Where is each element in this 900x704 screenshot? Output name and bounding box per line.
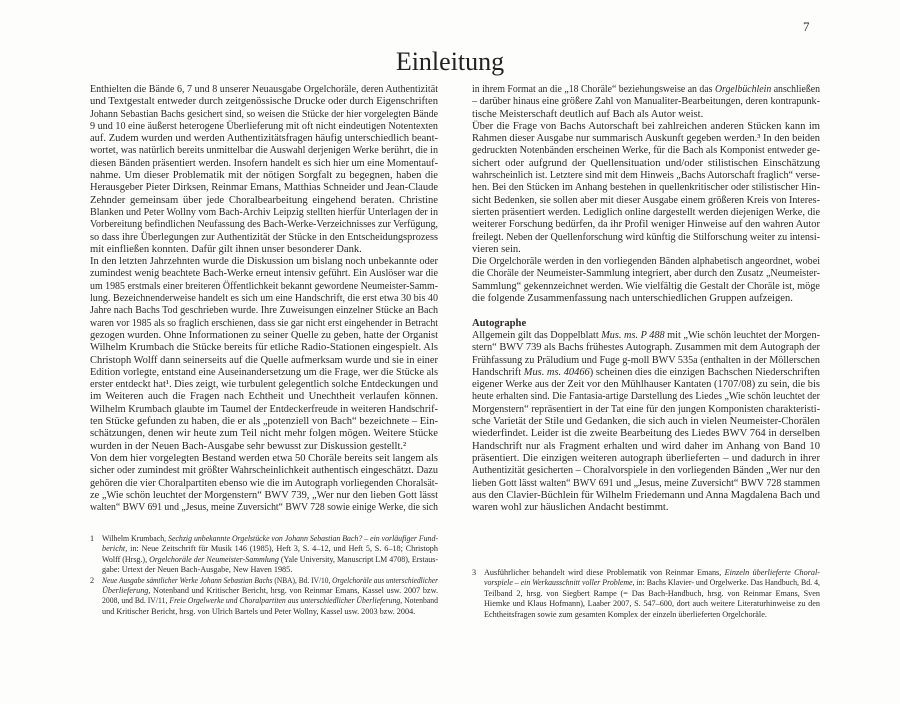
line-content xyxy=(90,232,438,244)
text-run: gabe: Urtext der Neuen Bach-Ausgabe, New Haven 1985. xyxy=(102,565,293,575)
text-line xyxy=(472,453,820,465)
line-content xyxy=(472,281,820,293)
text-run: lung. Bezeichnenderweise handelt es sich um eine Handschrift, die erst etwa 30 bis 40 xyxy=(90,293,438,305)
text-run: Johann Sebastian Bachs gesichert sind, so weisen die Stücke der hier vorgelegten Bände xyxy=(90,108,438,120)
text-run: Sammlung“ gekennzeichnet werden. Wie vielfältig die Gestalt der Choräle ist, möge xyxy=(472,280,820,292)
text-line xyxy=(90,441,438,453)
text-line xyxy=(90,453,438,465)
text-line xyxy=(90,195,438,207)
paragraph xyxy=(90,453,438,514)
text-run: Handschrift xyxy=(472,366,524,378)
line-content xyxy=(102,596,438,606)
text-line xyxy=(90,182,438,194)
text-run: lieben Gott lässt walten“ BWV 691 und „Jesus, meine Zuversicht“ BWV 728 stammen xyxy=(472,477,820,489)
text-run: In den letzten Jahrzehnten wurde die Diskussion um bislang noch unbekannte oder xyxy=(90,256,438,268)
text-line xyxy=(90,502,438,514)
text-line xyxy=(472,379,820,391)
footnote-number: 2 xyxy=(90,575,95,585)
footnotes-right xyxy=(472,568,820,620)
text-run: waren vor 1985 als so fraglich erschienen, dass sie gar nicht erst eingehender in Betracht xyxy=(90,317,438,329)
line-content xyxy=(472,207,820,219)
text-run: Allgemein gilt das Doppelblatt xyxy=(472,329,602,341)
line-content xyxy=(484,599,820,609)
text-line xyxy=(484,599,820,609)
text-line xyxy=(90,404,438,416)
text-line xyxy=(90,367,438,379)
text-run: wahrscheinlich ist. Letztere sind mit dem Hinweis „Bachs Autorschaft fraglich“ verse- xyxy=(472,170,820,182)
italic-text: bericht xyxy=(102,544,126,554)
line-content xyxy=(102,565,292,575)
text-line xyxy=(90,232,438,244)
text-line xyxy=(102,534,438,544)
line-content xyxy=(90,367,438,379)
text-line xyxy=(484,578,820,588)
text-line xyxy=(472,145,820,157)
text-line xyxy=(90,478,438,490)
text-run: Rahmen dieser Ausgabe nur summarisch Auskunft gegeben werden.³ In den beiden xyxy=(472,133,820,145)
footnote-number: 1 xyxy=(90,534,95,543)
text-line xyxy=(472,293,820,305)
text-line xyxy=(90,244,438,256)
text-run: wiederfindet. Leider ist die zweite Bearbeitung des Liedes BWV 764 in derselben xyxy=(472,428,820,440)
line-content xyxy=(102,607,415,617)
text-run: Über die Frage von Bachs Autorschaft bei zahlreichen anderen Stücken kann im xyxy=(472,120,820,132)
line-content xyxy=(102,586,438,596)
line-content xyxy=(472,158,820,170)
text-run: Herausgeber Pieter Dirksen, Reinmar Emans, Matthias Schneider und Jean-Claude xyxy=(90,182,438,194)
line-content xyxy=(90,109,438,121)
text-line xyxy=(90,342,438,354)
line-content xyxy=(102,576,438,586)
text-run: Wilhelm Krumbach die Stücke bereits für etliche Radio-Stationen eingespielt. Als xyxy=(90,342,438,354)
line-content xyxy=(102,534,438,544)
text-run: und Textgestalt entweder durch zeitgenössische Drucke oder durch Eigenschriften xyxy=(90,96,438,108)
line-content xyxy=(472,404,820,416)
text-line xyxy=(90,145,438,157)
text-line xyxy=(90,84,438,96)
text-run: Christoph Wolff dann seinerseits auf die Quelle aufmerksam wurde und sie in einer xyxy=(90,354,438,366)
line-content xyxy=(90,170,438,182)
text-run: Wolff (Hrsg.), xyxy=(102,554,150,564)
text-run: stern“ BWV 739 als Bachs frühestes Autograph. Zusammen mit dem Autograph der xyxy=(472,342,820,354)
line-content xyxy=(472,342,820,354)
page-number: 7 xyxy=(803,19,810,34)
text-line xyxy=(102,555,438,565)
text-line xyxy=(472,478,820,490)
text-run: hen. Bei den Stücken im Anhang bestehen in quellenkritischer oder stilistischer Hin- xyxy=(472,182,820,194)
paragraph xyxy=(90,256,438,453)
blank-line xyxy=(472,305,820,317)
text-line xyxy=(472,490,820,502)
text-line xyxy=(472,342,820,354)
text-line xyxy=(472,428,820,440)
text-line xyxy=(90,330,438,342)
text-line xyxy=(472,330,820,342)
text-line xyxy=(90,305,438,317)
line-content xyxy=(102,555,438,565)
text-line xyxy=(472,281,820,293)
text-run: sche Varietät der Stile und Gedanken, die sich auch in vielen Neumeister-Chorälen xyxy=(472,416,820,428)
text-run: Wilhelm Krumbach glaubte im Taumel der Entdeckerfreude in weiteren Handschrif- xyxy=(90,403,438,415)
text-run: gehören die vier Choralpartiten ebenso wie die im Autograph vorliegenden Choralsät- xyxy=(90,477,438,489)
text-run: Die Orgelchoräle werden in den vorliegenden Bänden alphabetisch angeordnet, wobei xyxy=(472,256,820,268)
text-line xyxy=(472,404,820,416)
line-content xyxy=(472,478,820,490)
text-line xyxy=(90,133,438,145)
text-run: , in: Bachs Klavier- und Orgelwerke. Das Handbuch, Bd. 4, xyxy=(632,578,820,588)
text-run: Von dem hier vorgelegten Bestand werden etwa 50 Choräle bereits seit langem als xyxy=(90,452,438,464)
text-run: vieren sein. xyxy=(472,243,521,255)
text-line xyxy=(472,465,820,477)
footnotes-left xyxy=(90,534,438,617)
line-content xyxy=(472,195,820,207)
line-content xyxy=(90,256,438,268)
line-content xyxy=(90,453,438,465)
paragraph xyxy=(472,330,820,514)
line-content xyxy=(90,207,438,219)
text-line xyxy=(90,268,438,280)
line-content xyxy=(90,96,438,108)
text-line xyxy=(90,109,438,121)
line-content xyxy=(90,145,438,157)
paragraph xyxy=(472,256,820,305)
line-content xyxy=(472,244,521,256)
line-content xyxy=(472,441,820,453)
text-run: waren wohl zur häuslichen Andacht bestimmt. xyxy=(472,502,669,514)
text-run: Hiemke und Klaus Hofmann), Laaber 2007, S. 547–600, dort auch weitere Literaturhinweise zu den xyxy=(484,599,820,609)
italic-text: Orgelbüchlein xyxy=(714,84,772,95)
line-content xyxy=(472,256,820,268)
line-content xyxy=(472,268,820,280)
line-content xyxy=(472,84,820,96)
page-title: Einleitung xyxy=(395,47,505,76)
text-run: wurden in der Neuen Bach-Ausgabe sehr bewusst zur Diskussion gestellt.² xyxy=(90,440,407,452)
text-line xyxy=(472,96,820,108)
text-line xyxy=(90,170,438,182)
text-line xyxy=(90,207,438,219)
text-run: anschließen xyxy=(771,84,820,95)
paragraph xyxy=(472,121,820,256)
text-line xyxy=(90,256,438,268)
text-run: , in: Neue Zeitschrift für Musik 146 (1985), Heft 3, S. 4–12, und Heft 5, S. 6–18; Christoph xyxy=(125,544,438,554)
line-content xyxy=(90,465,438,477)
text-run: sichert oder aufgrund der Quellensituation und/oder stilistischen Einschätzung xyxy=(472,157,820,169)
text-run: Echtheitsfragen sowie zum gesamten Komplex der einzeln überlieferten Orgelchoräle. xyxy=(484,609,767,619)
text-run: aus den Clavier-Büchlein für Wilhelm Friedemann und Anna Magdalena Bach und xyxy=(472,489,820,501)
line-content xyxy=(472,170,820,182)
footnote xyxy=(472,568,820,620)
text-line xyxy=(90,465,438,477)
text-run: walten“ BWV 691 und „Jesus, meine Zuversicht“ BWV 728 sowie einige Werke, die sich xyxy=(90,502,438,514)
line-content xyxy=(472,145,820,157)
text-run: die folgende Zusammenfassung nach unterschiedlichen Gruppen aufzeigen. xyxy=(472,293,793,305)
text-line xyxy=(484,589,820,599)
text-run: im Weiteren auch die Fragen nach Echtheit und Unechtheit verlaufen können. xyxy=(90,391,438,403)
line-content xyxy=(90,490,438,502)
text-line xyxy=(90,281,438,293)
text-line xyxy=(90,318,438,330)
text-run: eigener Werke aus der Zeit vor den Mühlhauser Kantaten (1707/08) zu sein, die bis xyxy=(472,379,820,391)
text-line xyxy=(472,502,820,514)
text-run: auf. Zudem wurden und werden Authentizitätsfragen häufig unterschiedlich beant- xyxy=(90,133,438,145)
line-content xyxy=(472,109,703,121)
text-run: freilegt. Neben der Quellenforschung wird künftig die Stilforschung weiter zu intensi- xyxy=(472,231,820,243)
text-run: gedruckten Notenbänden erscheinen Werke, für die Bach als Komponist entweder ge- xyxy=(472,145,820,157)
text-run: sierten präsentiert werden. Lediglich online dargestellt werden diejenigen Werke, die xyxy=(472,206,820,218)
text-line xyxy=(472,207,820,219)
text-line xyxy=(90,355,438,367)
line-content xyxy=(484,578,820,588)
text-line xyxy=(472,219,820,231)
line-content xyxy=(472,379,820,391)
text-run: , Notenband und Kritischer Bericht, hrsg. von Reinmar Emans, Kassel usw. 2007 bzw. xyxy=(148,585,438,595)
paragraph xyxy=(90,84,438,256)
text-line xyxy=(472,355,820,367)
text-line xyxy=(90,158,438,170)
line-content xyxy=(472,465,820,477)
italic-text: Mus. ms. P 488 xyxy=(601,329,665,341)
text-line xyxy=(472,416,820,428)
line-content xyxy=(472,453,820,465)
text-run: Jahre nach Bachs Tod geschrieben wurde. Ihre Zuweisungen einzelner Stücke an Bach xyxy=(90,305,438,317)
text-run: zumindest wenig beachtete Bach-Werke erneut intensiv geführt. Ein Auslöser war die xyxy=(90,268,438,280)
line-content xyxy=(472,355,820,367)
line-content xyxy=(472,367,820,379)
line-content xyxy=(472,96,820,108)
footnote xyxy=(90,576,438,618)
text-line xyxy=(472,367,820,379)
text-run: , Notenband xyxy=(400,596,438,606)
line-content xyxy=(90,478,438,490)
text-line xyxy=(472,121,820,133)
line-content xyxy=(90,182,438,194)
text-run: diesen Bänden präsentiert werden. Insofern handelt es sich hier um eine Momentauf- xyxy=(90,157,438,169)
left-column xyxy=(90,84,438,514)
line-content xyxy=(472,330,820,342)
text-run: die Choräle der Neumeister-Sammlung integriert, aber durch den Zusatz „Neumeister- xyxy=(472,268,820,280)
line-content xyxy=(90,133,438,145)
line-content xyxy=(90,379,438,391)
text-line xyxy=(472,109,820,121)
text-run: Authentizität gesicherten – Choralvorspiele in den vorliegenden Bänden „Wer nur den xyxy=(472,465,820,477)
text-run: Blanken und Peter Wollny vom Bach-Archiv Leipzig stellten hierfür Unterlagen der in xyxy=(90,206,438,218)
footnote xyxy=(90,534,438,576)
text-run: erster entdeckt hat¹. Dies zeigt, wie turbulent gelegentlich solche Entdeckungen und xyxy=(90,379,438,391)
text-run: Wilhelm Krumbach, xyxy=(102,534,169,543)
text-run: Morgenstern“ repräsentiert in der Tat eine für den jungen Komponisten charakteristi- xyxy=(472,403,820,415)
line-content xyxy=(90,330,438,342)
text-run: Vorbereitung befindlichen Neufassung des Bach-Werke-Verzeichnisses zur Verfügung, xyxy=(90,219,438,231)
text-run: (Yale University, Manuscript LM 4708), Erstaus- xyxy=(278,554,438,564)
line-content xyxy=(472,182,820,194)
line-content xyxy=(90,318,438,330)
line-content xyxy=(90,244,362,256)
text-line xyxy=(90,490,438,502)
line-content xyxy=(472,133,820,145)
text-line xyxy=(102,576,438,586)
line-content xyxy=(484,589,820,599)
text-line xyxy=(90,293,438,305)
text-run: gezogen wurden. Ohne Informationen zu seiner Quelle zu geben, hatte der Organist xyxy=(90,329,438,341)
text-line xyxy=(484,568,820,578)
text-run: Ausführlicher behandelt wird diese Problematik von Reinmar Emans, xyxy=(484,568,725,577)
text-line xyxy=(90,428,438,440)
text-run: Enthielten die Bände 6, 7 und 8 unserer Neuausgabe Orgelchoräle, deren Authentizität xyxy=(90,84,438,95)
text-run: Edition vorlegte, entstand eine Auseinandersetzung um die Frage, wer die Stücke als xyxy=(90,366,438,378)
line-content xyxy=(90,416,438,428)
text-line xyxy=(472,268,820,280)
text-line xyxy=(102,586,438,596)
text-run: 2008, und Bd. IV/11, xyxy=(102,596,170,606)
text-line xyxy=(90,121,438,133)
text-run: ze „Wie schön leuchtet der Morgenstern“ BWV 739, „Wer nur den lieben Gott lässt xyxy=(90,489,438,501)
text-run: präsentiert. Die einzigen weiteren autograph überlieferten – und dadurch in ihrer xyxy=(472,452,820,464)
text-run: tische Meisterschaft deutlich auf Bach als Autor weist. xyxy=(472,108,704,120)
line-content xyxy=(90,428,438,440)
text-run: Zehnder gemeinsam über jede Choralbearbeitung eingehend beraten. Christine xyxy=(90,194,438,206)
text-run: – darüber hinaus eine größere Zahl von Manualiter-Bearbeitungen, deren kontrapunk- xyxy=(472,96,820,108)
line-content xyxy=(90,281,438,293)
italic-text: Freie Orgelwerke und Choralpartiten aus unterschiedlicher Überlieferung xyxy=(169,596,401,606)
line-content xyxy=(90,502,438,514)
line-content xyxy=(472,416,820,428)
line-content xyxy=(90,158,438,170)
text-line xyxy=(472,133,820,145)
line-content xyxy=(90,219,438,231)
text-run: schätzungen, denen wir heute zum Teil nicht mehr folgen mögen. Weitere Stücke xyxy=(90,428,438,440)
text-run: heute erhalten sind. Die Fantasia-artige Darstellung des Liedes „Wie schön leuchtet der xyxy=(472,391,820,403)
text-line xyxy=(102,565,438,575)
line-content xyxy=(90,355,438,367)
italic-text: Orgelchoräle der Neumeister-Sammlung xyxy=(149,554,279,564)
text-run: so dass ihre Überlegungen zur Authentizität der Stücke in den Entscheidungsprozess xyxy=(90,231,438,243)
italic-text: Sechzig unbekannte Orgelstücke von Johann Sebastian Bach? – ein vorläufiger Fund- xyxy=(168,534,438,543)
text-line xyxy=(472,232,820,244)
line-content xyxy=(90,84,438,96)
text-run: ) scheinen dies die einzigen Bachschen Niederschriften xyxy=(589,366,820,378)
text-line xyxy=(472,391,820,403)
text-run: weiterer Forschung bedürfen, da ihr Profil weniger Hinweise auf den wahren Autor xyxy=(472,219,820,231)
text-line xyxy=(90,416,438,428)
text-run: Frühfassung zu Präludium und Fuge g-moll BWV 535a (enthalten in der Möllerschen xyxy=(472,354,820,366)
text-run: nahme. Um dieser Problematik mit der nötigen Sorgfalt zu begegnen, haben die xyxy=(90,170,438,182)
italic-text: Orgelchoräle aus unterschiedlicher xyxy=(332,575,438,585)
line-content xyxy=(472,490,820,502)
line-content xyxy=(472,219,820,231)
text-run: in ihrem Format an die „18 Choräle“ beziehungsweise an das xyxy=(472,84,715,95)
footnote-number: 3 xyxy=(472,568,477,577)
line-content xyxy=(90,268,438,280)
text-run: sicher oder zumindest mit größter Wahrscheinlichkeit authentisch eingeschätzt. Dazu xyxy=(90,465,438,477)
text-line xyxy=(102,544,438,554)
text-line xyxy=(472,195,820,207)
italic-text: Mus. ms. 40466 xyxy=(523,366,590,378)
line-content xyxy=(90,441,406,453)
line-content xyxy=(484,568,820,578)
text-line xyxy=(472,256,820,268)
text-line xyxy=(472,182,820,194)
text-line xyxy=(90,379,438,391)
line-content xyxy=(90,342,438,354)
text-run: wortet, was natürlich bereits unmittelbar die Auswahl derjenigen Werke berührt, die in xyxy=(90,145,438,157)
text-line xyxy=(472,244,820,256)
section-heading: Autographe xyxy=(472,317,527,329)
text-run: (NBA), Bd. IV/10, xyxy=(272,575,333,585)
line-content xyxy=(472,391,820,403)
line-content xyxy=(472,428,820,440)
text-line xyxy=(472,441,820,453)
text-run: und Kritischer Bericht, hrsg. von Ulrich Bartels und Peter Wollny, Kassel usw. 2003 bzw. 2004. xyxy=(102,606,416,616)
text-line xyxy=(90,391,438,403)
text-run: 9 und 10 eine äußerst heterogene Überlieferung mit oft nicht eindeutigen Notentexten xyxy=(90,120,438,132)
line-content xyxy=(90,293,438,305)
italic-text: Überlieferung xyxy=(102,585,149,595)
text-line xyxy=(90,219,438,231)
line-content xyxy=(90,195,438,207)
right-column xyxy=(472,84,820,514)
text-line xyxy=(472,158,820,170)
italic-text: vorspiele – ein Werkausschnitt voller Probleme xyxy=(484,578,633,588)
text-run: sicht Bedenken, sie sollen aber mit dieser Ausgabe einem größeren Kreis von Interes- xyxy=(472,194,820,206)
line-content xyxy=(90,121,438,133)
italic-text: Neue Ausgabe sämtlicher Werke Johann Sebastian Bachs xyxy=(102,575,273,585)
line-content xyxy=(90,404,438,416)
text-line xyxy=(472,170,820,182)
line-content xyxy=(472,502,669,514)
line-content xyxy=(472,293,793,305)
line-content xyxy=(472,232,820,244)
line-content xyxy=(90,391,438,403)
paragraph xyxy=(472,84,820,121)
text-run: mit „Wie schön leuchtet der Morgen- xyxy=(664,329,820,341)
text-run: Teilband 2, hrsg. von Siegbert Rampe (= Das Bach-Handbuch, hrsg. von Reinmar Emans, Sven xyxy=(484,588,820,598)
line-content xyxy=(102,544,438,554)
text-line xyxy=(102,596,438,606)
text-run: um 1985 erstmals einer breiteren Öffentlichkeit bekannt gewordene Neumeister-Samm- xyxy=(90,280,438,292)
italic-text: Einzeln überlieferte Choral- xyxy=(724,568,820,577)
text-line xyxy=(90,96,438,108)
text-line xyxy=(472,84,820,96)
line-content xyxy=(90,305,438,317)
text-line xyxy=(102,607,438,617)
text-run: Handschrift nur als Fragment erhalten und wird daher im Anhang von Band 10 xyxy=(472,440,820,452)
text-run: ten Stücke gefunden zu haben, die er als „potenziell von Bach“ bezeichnete – Ein- xyxy=(90,416,438,428)
line-content xyxy=(484,610,767,620)
text-run: mit einfließen konnten. Dafür gilt ihnen unser besonderer Dank. xyxy=(90,243,362,255)
line-content xyxy=(472,121,820,133)
text-line xyxy=(484,610,820,620)
